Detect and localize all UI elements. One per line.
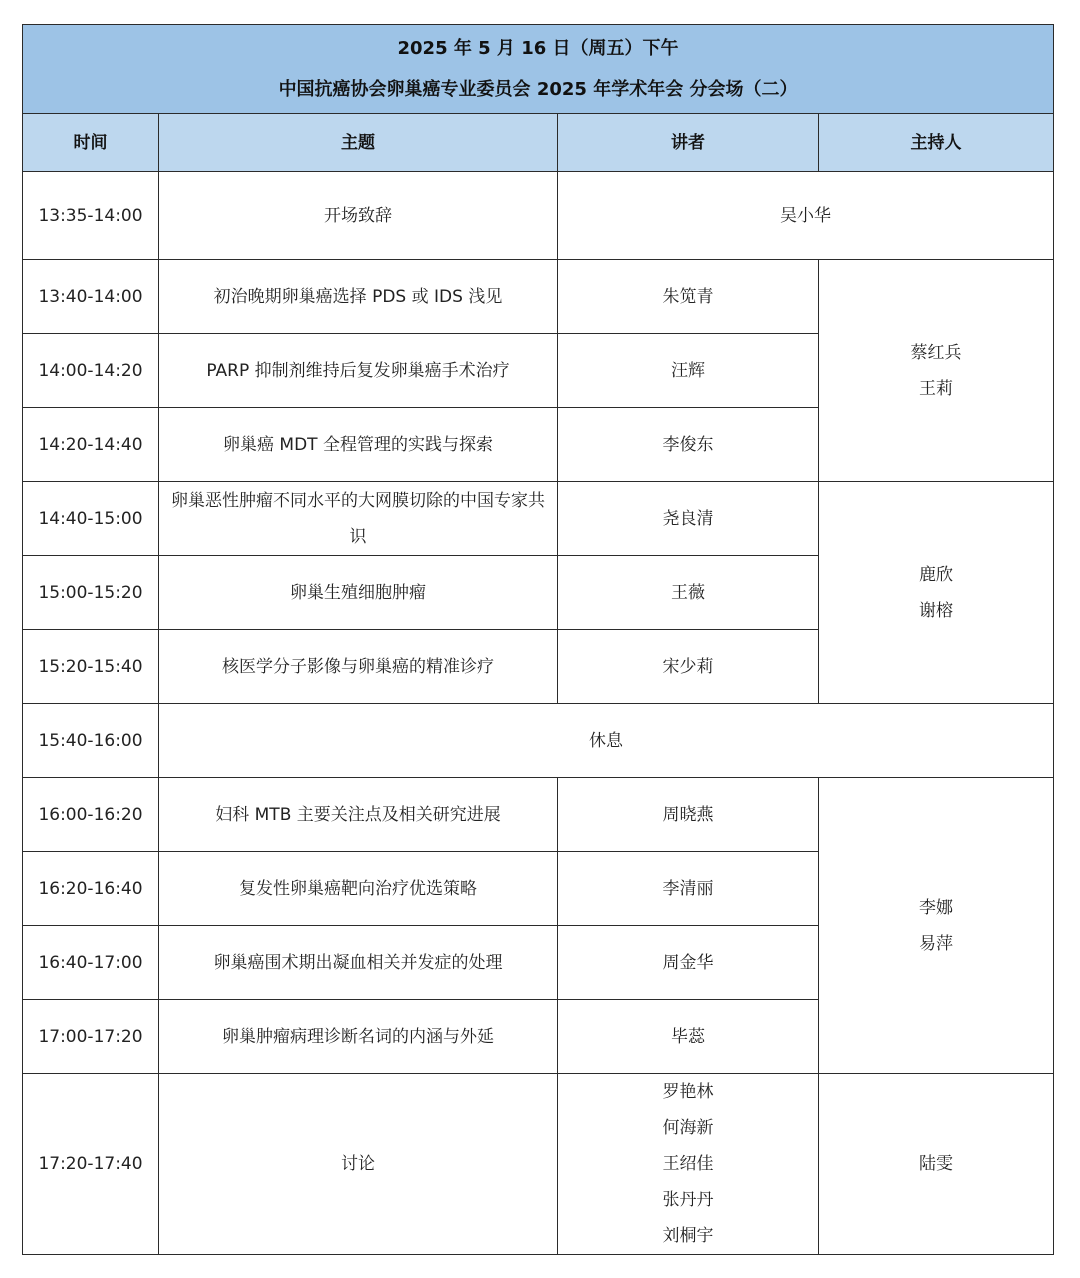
table-row: [23, 172, 1054, 260]
speaker-cell: 李俊东: [558, 408, 819, 482]
topic-cell: 开场致辞: [159, 172, 558, 260]
speaker-cell: [558, 1074, 819, 1255]
topic-cell: 复发性卵巢癌靶向治疗优选策略: [159, 852, 558, 926]
host-cell: [819, 482, 1054, 704]
topic-cell: 卵巢癌围术期出凝血相关并发症的处理: [159, 926, 558, 1000]
speaker-cell: 宋少莉: [558, 630, 819, 704]
speaker-cell: 吴小华: [558, 172, 1054, 260]
speaker-cell: 汪辉: [558, 334, 819, 408]
host-name: 谢榕: [919, 600, 954, 621]
time-cell: 16:20-16:40: [23, 852, 159, 926]
title-meeting-line: 中国抗癌协会卵巢癌专业委员会 2025 年学术年会 分会场（二）: [278, 79, 798, 100]
column-header-time: 时间: [23, 114, 159, 172]
schedule-table: [22, 24, 1054, 1255]
host-name: 鹿欣: [919, 564, 954, 585]
time-cell: 15:20-15:40: [23, 630, 159, 704]
time-cell: 14:40-15:00: [23, 482, 159, 556]
table-row: [23, 704, 1054, 778]
speaker-cell: 李清丽: [558, 852, 819, 926]
host-name: 蔡红兵: [910, 342, 962, 363]
host-cell: [819, 778, 1054, 1074]
time-cell: 15:40-16:00: [23, 704, 159, 778]
host-cell: 陆雯: [819, 1074, 1054, 1255]
column-header-row: [23, 114, 1054, 172]
time-cell: 16:40-17:00: [23, 926, 159, 1000]
column-header-host: 主持人: [819, 114, 1054, 172]
time-cell: 14:00-14:20: [23, 334, 159, 408]
time-cell: 17:20-17:40: [23, 1074, 159, 1255]
speaker-name: 罗艳林: [662, 1082, 714, 1102]
speaker-name: 何海新: [662, 1118, 714, 1138]
table-row: [23, 1074, 1054, 1255]
topic-cell: 卵巢生殖细胞肿瘤: [159, 556, 558, 630]
break-cell: 休息: [159, 704, 1054, 778]
table-title: [23, 25, 1054, 114]
speaker-cell: 周金华: [558, 926, 819, 1000]
topic-cell: 妇科 MTB 主要关注点及相关研究进展: [159, 778, 558, 852]
host-name: 李娜: [919, 897, 954, 918]
time-cell: 17:00-17:20: [23, 1000, 159, 1074]
time-cell: 14:20-14:40: [23, 408, 159, 482]
time-cell: 13:40-14:00: [23, 260, 159, 334]
speaker-name: 刘桐宇: [662, 1226, 714, 1246]
topic-cell: 讨论: [159, 1074, 558, 1255]
topic-cell: 卵巢肿瘤病理诊断名词的内涵与外延: [159, 1000, 558, 1074]
speaker-cell: 王薇: [558, 556, 819, 630]
time-cell: 13:35-14:00: [23, 172, 159, 260]
table-row: [23, 260, 1054, 334]
time-cell: 15:00-15:20: [23, 556, 159, 630]
column-header-topic: 主题: [159, 114, 558, 172]
table-row: [23, 778, 1054, 852]
schedule-sheet: [22, 24, 1053, 1255]
column-header-speaker: 讲者: [558, 114, 819, 172]
host-cell: [819, 260, 1054, 482]
speaker-name: 张丹丹: [662, 1190, 714, 1210]
topic-cell: 卵巢癌 MDT 全程管理的实践与探索: [159, 408, 558, 482]
speaker-cell: 朱笕青: [558, 260, 819, 334]
speaker-cell: 尧良清: [558, 482, 819, 556]
table-row: [23, 482, 1054, 556]
topic-cell: 初治晚期卵巢癌选择 PDS 或 IDS 浅见: [159, 260, 558, 334]
topic-cell: PARP 抑制剂维持后复发卵巢癌手术治疗: [159, 334, 558, 408]
topic-cell: 卵巢恶性肿瘤不同水平的大网膜切除的中国专家共识: [159, 482, 558, 556]
host-name: 王莉: [919, 378, 954, 399]
speaker-cell: 周晓燕: [558, 778, 819, 852]
title-date-line: 2025 年 5 月 16 日（周五）下午: [397, 38, 679, 59]
time-cell: 16:00-16:20: [23, 778, 159, 852]
speaker-cell: 毕蕊: [558, 1000, 819, 1074]
topic-cell: 核医学分子影像与卵巢癌的精准诊疗: [159, 630, 558, 704]
speaker-name: 王绍佳: [662, 1154, 714, 1174]
host-name: 易萍: [919, 933, 954, 954]
